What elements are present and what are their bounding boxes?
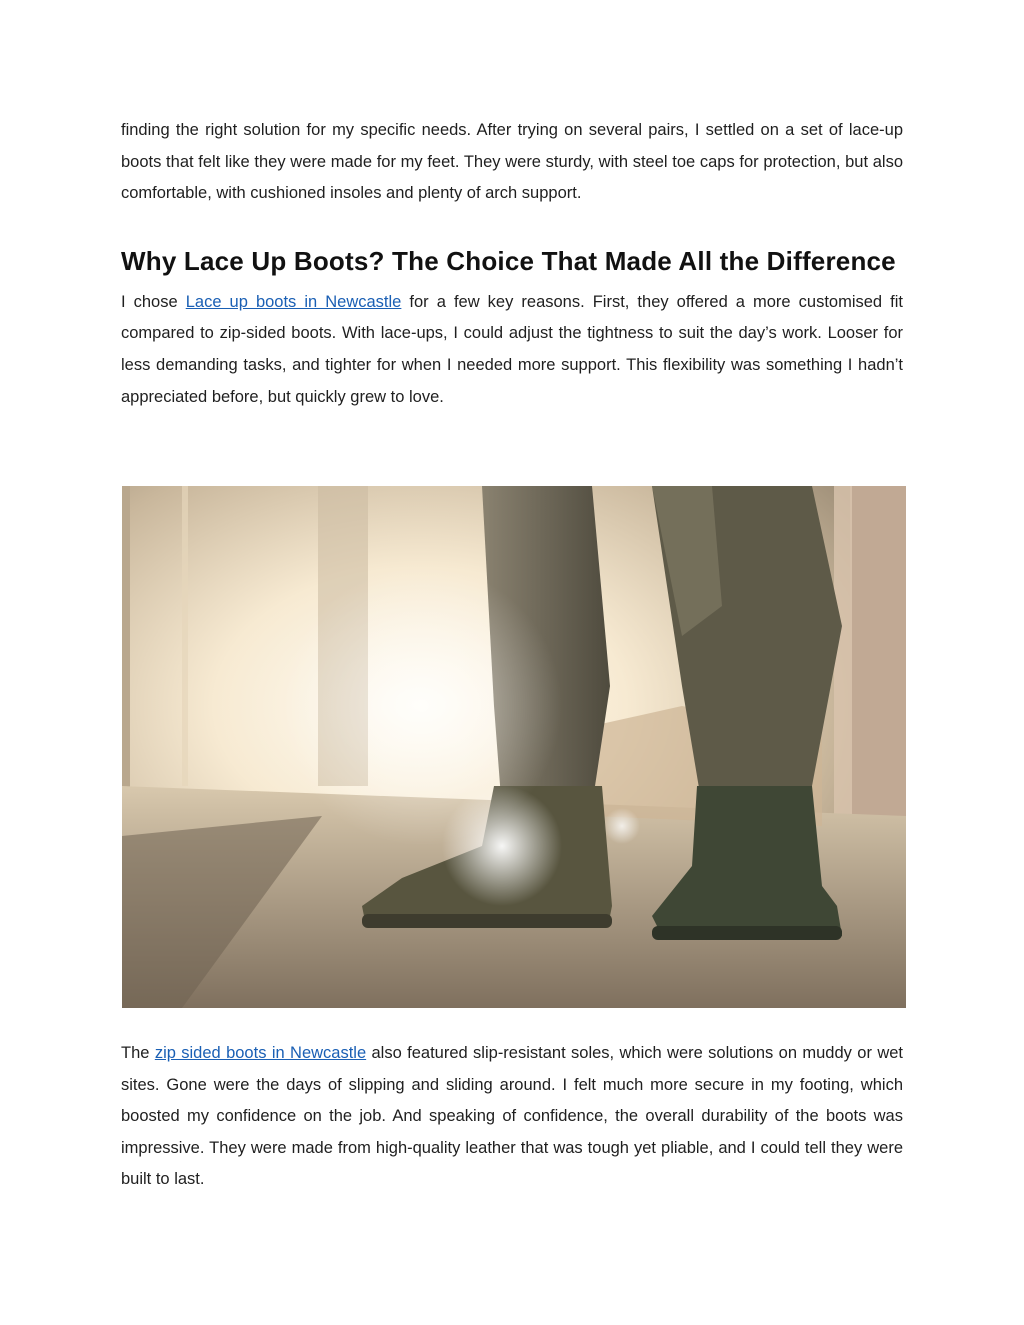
paragraph-zip-rest: also featured slip-resistant soles, which were solutions on muddy or wet sites. Gone were the days of slipping and sliding around. I felt much more secure in my footing, which boosted my confidence on the job. And speaking of confidence, the overall durability of the boots was impressive. They were made from high-quality leather that was tough yet pliable, and I could tell they were built to last. xyxy=(121,1044,903,1189)
paragraph-intro: finding the right solution for my specific needs. After trying on several pairs, I settled on a set of lace-up boots that felt like they were made for my feet. They were sturdy, with steel toe caps for protection, but also comfortable, with cushioned insoles and plenty of arch support. xyxy=(121,121,903,203)
section-heading: Why Lace Up Boots? The Choice That Made All the Difference xyxy=(121,245,896,276)
paragraph-zip-lead: The xyxy=(121,1044,155,1062)
boots-photo xyxy=(122,486,906,1008)
paragraph-zip-sided xyxy=(121,1038,903,1196)
article-bottom xyxy=(121,1038,903,1196)
paragraph-lace-up-rest: for a few key reasons. First, they offered a more customised fit compared to zip-sided boots. With lace-ups, I could adjust the tightness to suit the day’s work. Looser for less demanding tasks, and tighter for when I needed more support. This flexibility was something I hadn’t appreciated before, but quickly grew to love. xyxy=(121,292,903,406)
article-top xyxy=(121,115,903,413)
paragraph-lace-up xyxy=(121,287,903,413)
lace-up-boots-link[interactable]: Lace up boots in Newcastle xyxy=(185,292,402,311)
zip-sided-boots-link[interactable]: zip sided boots in Newcastle xyxy=(154,1044,367,1062)
paragraph-lace-up-lead: I chose xyxy=(121,292,186,311)
